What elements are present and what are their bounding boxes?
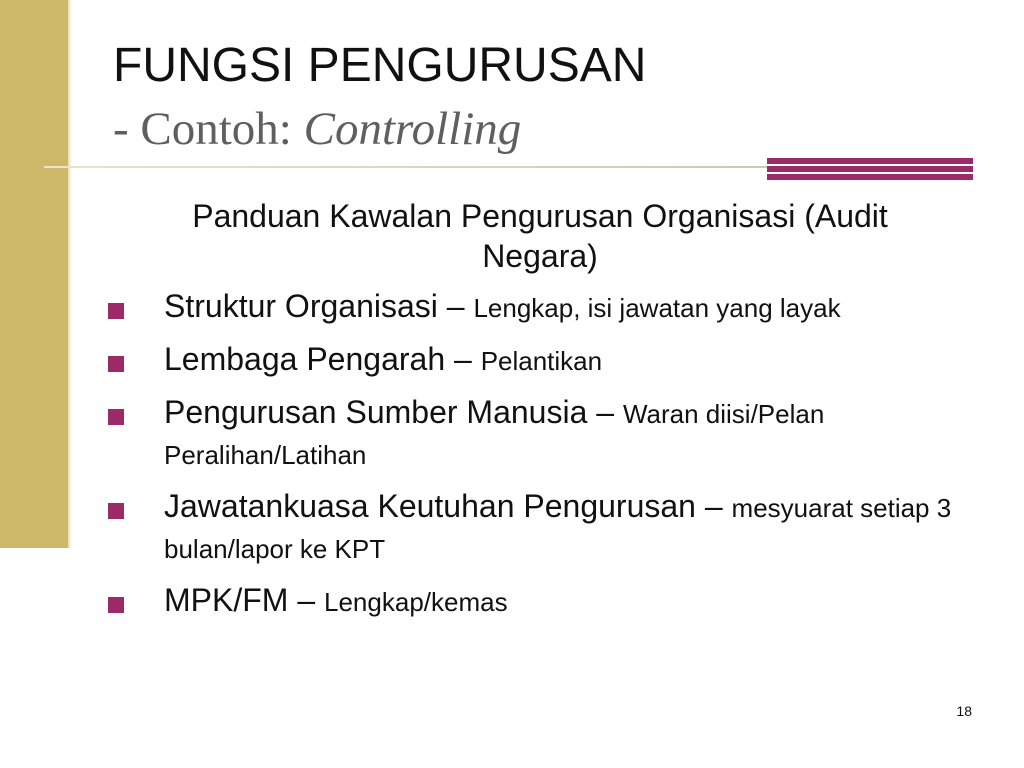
bullet-item xyxy=(104,341,964,384)
square-bullet-icon xyxy=(108,356,124,372)
title-divider xyxy=(44,166,769,168)
content-heading: Panduan Kawalan Pengurusan Organisasi (Audit Negara) xyxy=(192,198,888,274)
bullet-item xyxy=(104,582,964,625)
bullet-detail-text: Lengkap/kemas xyxy=(324,587,508,617)
subtitle-prefix: - Contoh: xyxy=(113,103,304,155)
left-bar-shadow xyxy=(68,0,72,548)
bullet-item xyxy=(104,488,964,572)
bullet-detail-text: Lengkap, isi jawatan yang layak xyxy=(473,293,841,323)
bullet-text xyxy=(164,394,964,478)
bullet-text xyxy=(164,488,964,572)
accent-stripe xyxy=(767,174,973,180)
bullet-main-text: Struktur Organisasi – xyxy=(164,288,474,324)
accent-stripe xyxy=(767,158,973,164)
slide-subtitle xyxy=(113,101,521,157)
bullet-detail-text: Pelantikan xyxy=(480,346,603,376)
accent-stripe xyxy=(767,166,973,172)
bullet-text xyxy=(164,582,964,625)
slide-number: 18 xyxy=(956,703,972,719)
bullet-detail-text: Waran diisi/Pelan Peralihan/Latihan xyxy=(164,399,825,470)
square-bullet-icon xyxy=(108,597,124,613)
bullet-list xyxy=(104,288,964,635)
square-bullet-icon xyxy=(108,503,124,519)
bullet-main-text: MPK/FM – xyxy=(164,582,325,618)
subtitle-italic: Controlling xyxy=(303,103,522,155)
left-decorative-bar xyxy=(0,0,68,548)
slide-title: FUNGSI PENGURUSAN xyxy=(113,39,647,92)
square-bullet-icon xyxy=(108,409,124,425)
accent-stripes xyxy=(767,158,973,180)
bullet-main-text: Jawatankuasa Keutuhan Pengurusan – xyxy=(164,488,732,524)
square-bullet-icon xyxy=(108,303,124,319)
bullet-detail-text: mesyuarat setiap 3 bulan/lapor ke KPT xyxy=(164,493,952,564)
bullet-item xyxy=(104,288,964,331)
bullet-item xyxy=(104,394,964,478)
bullet-text xyxy=(164,288,964,331)
bullet-main-text: Lembaga Pengarah – xyxy=(164,341,481,377)
bullet-text xyxy=(164,341,964,384)
bullet-main-text: Pengurusan Sumber Manusia – xyxy=(164,394,623,430)
